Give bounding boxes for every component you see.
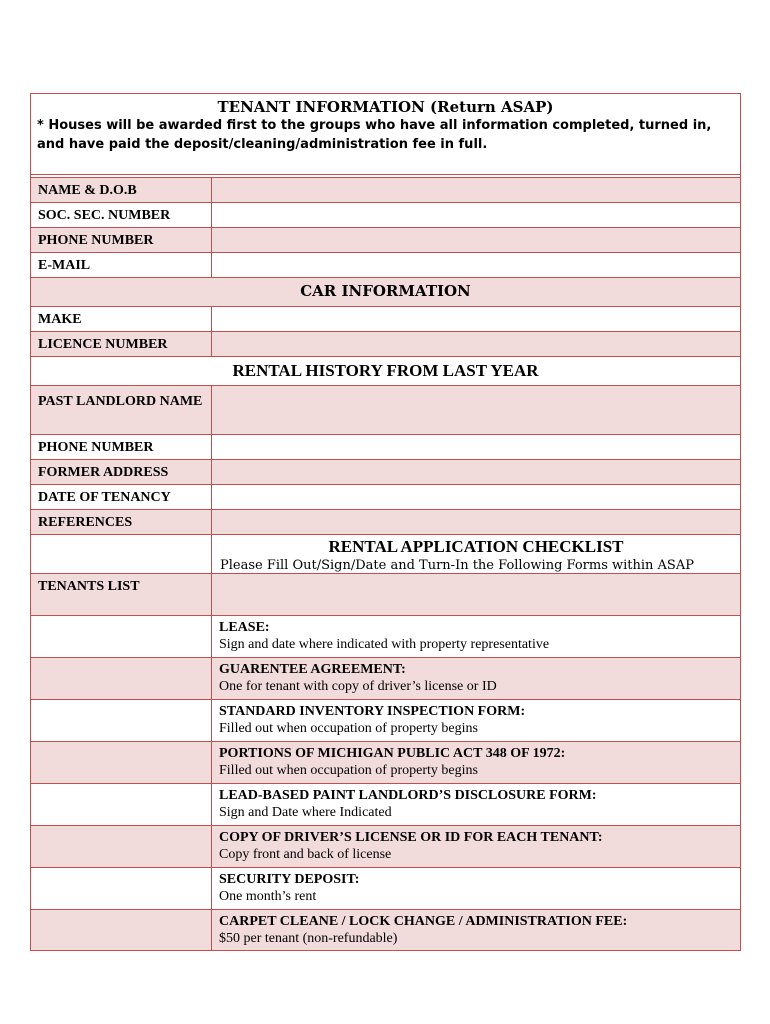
- field-row-tenants-list: [31, 574, 740, 616]
- field-label: PHONE NUMBER: [31, 228, 212, 252]
- car-heading: CAR INFORMATION: [300, 282, 471, 300]
- field-label: DATE OF TENANCY: [31, 485, 212, 509]
- field-label: TENANTS LIST: [31, 574, 212, 615]
- ssn-field[interactable]: [212, 203, 740, 227]
- field-row-date-of-tenancy: [31, 485, 740, 510]
- field-label: SOC. SEC. NUMBER: [31, 203, 212, 227]
- checklist-item-desc: $50 per tenant (non-refundable): [219, 931, 398, 946]
- field-label: E-MAIL: [31, 253, 212, 277]
- checklist-checkbox[interactable]: [31, 700, 212, 741]
- form-header: [31, 98, 740, 175]
- checklist-item: [31, 784, 740, 826]
- former-address-field[interactable]: [212, 460, 740, 484]
- checklist-item-title: PORTIONS OF MICHIGAN PUBLIC ACT 348 OF 1972:: [219, 746, 566, 761]
- checklist-header-blank: [31, 535, 212, 573]
- checklist-item-desc: Filled out when occupation of property begins: [219, 763, 478, 778]
- checklist-subheading: Please Fill Out/Sign/Date and Turn-In the Following Forms within ASAP: [220, 558, 694, 573]
- checklist-item-title: GUARENTEE AGREEMENT:: [219, 662, 406, 677]
- phone-field[interactable]: [212, 228, 740, 252]
- checklist-item: [31, 616, 740, 658]
- checklist-item-desc: Sign and date where indicated with property representative: [219, 637, 550, 652]
- checklist-item: [31, 868, 740, 910]
- field-label: PAST LANDLORD NAME: [31, 386, 212, 434]
- checklist-item-desc: Filled out when occupation of property begins: [219, 721, 478, 736]
- checklist-item-title: LEASE:: [219, 620, 270, 635]
- field-row-references: [31, 510, 740, 535]
- field-row-phone: [31, 228, 740, 253]
- checklist-item-title: LEAD-BASED PAINT LANDLORD’S DISCLOSURE FORM:: [219, 788, 597, 803]
- field-row-landlord-phone: [31, 435, 740, 460]
- field-label: PHONE NUMBER: [31, 435, 212, 459]
- checklist-item: [31, 826, 740, 868]
- tenant-form: [30, 93, 741, 951]
- checklist-item: [31, 742, 740, 784]
- checklist-heading: RENTAL APPLICATION CHECKLIST: [328, 537, 624, 556]
- date-of-tenancy-field[interactable]: [212, 485, 740, 509]
- email-field[interactable]: [212, 253, 740, 277]
- checklist-header: [31, 535, 740, 574]
- checklist-checkbox[interactable]: [31, 910, 212, 950]
- field-label: REFERENCES: [31, 510, 212, 534]
- field-label: LICENCE NUMBER: [31, 332, 212, 356]
- field-label: FORMER ADDRESS: [31, 460, 212, 484]
- make-field[interactable]: [212, 307, 740, 331]
- rental-history-header: [31, 357, 740, 386]
- landlord-phone-field[interactable]: [212, 435, 740, 459]
- checklist-item-title: CARPET CLEANE / LOCK CHANGE / ADMINISTRATION FEE:: [219, 914, 628, 929]
- checklist-item: [31, 700, 740, 742]
- checklist-item-title: SECURITY DEPOSIT:: [219, 872, 360, 887]
- licence-field[interactable]: [212, 332, 740, 356]
- car-section-header: [31, 278, 740, 307]
- checklist-checkbox[interactable]: [31, 868, 212, 909]
- checklist-checkbox[interactable]: [31, 742, 212, 783]
- field-row-past-landlord: [31, 386, 740, 435]
- checklist-item-title: STANDARD INVENTORY INSPECTION FORM:: [219, 704, 526, 719]
- form-title: TENANT INFORMATION (Return ASAP): [217, 98, 554, 116]
- checklist-item-desc: Copy front and back of license: [219, 847, 392, 862]
- checklist-checkbox[interactable]: [31, 658, 212, 699]
- checklist-item-desc: One month’s rent: [219, 889, 317, 904]
- checklist-checkbox[interactable]: [31, 616, 212, 657]
- field-row-make: [31, 307, 740, 332]
- checklist-item: [31, 658, 740, 700]
- checklist-item-title: COPY OF DRIVER’S LICENSE OR ID FOR EACH TENANT:: [219, 830, 603, 845]
- form-note: * Houses will be awarded first to the groups who have all information completed, turned in, and have paid the deposit/cleaning/administration fee in full.: [37, 118, 712, 152]
- checklist-checkbox[interactable]: [31, 826, 212, 867]
- past-landlord-field[interactable]: [212, 386, 740, 434]
- field-row-ssn: [31, 203, 740, 228]
- field-label: MAKE: [31, 307, 212, 331]
- field-row-email: [31, 253, 740, 278]
- checklist-item-desc: Sign and Date where Indicated: [219, 805, 392, 820]
- name-dob-field[interactable]: [212, 178, 740, 202]
- checklist-item-desc: One for tenant with copy of driver’s license or ID: [219, 679, 497, 694]
- checklist-checkbox[interactable]: [31, 784, 212, 825]
- tenants-list-field[interactable]: [212, 574, 740, 615]
- field-label: NAME & D.O.B: [31, 178, 212, 202]
- checklist-header-cell: [212, 535, 740, 573]
- field-row-name-dob: [31, 178, 740, 203]
- references-field[interactable]: [212, 510, 740, 534]
- rental-history-heading: RENTAL HISTORY FROM LAST YEAR: [232, 361, 539, 380]
- field-row-former-address: [31, 460, 740, 485]
- field-row-licence: [31, 332, 740, 357]
- checklist-item: [31, 910, 740, 950]
